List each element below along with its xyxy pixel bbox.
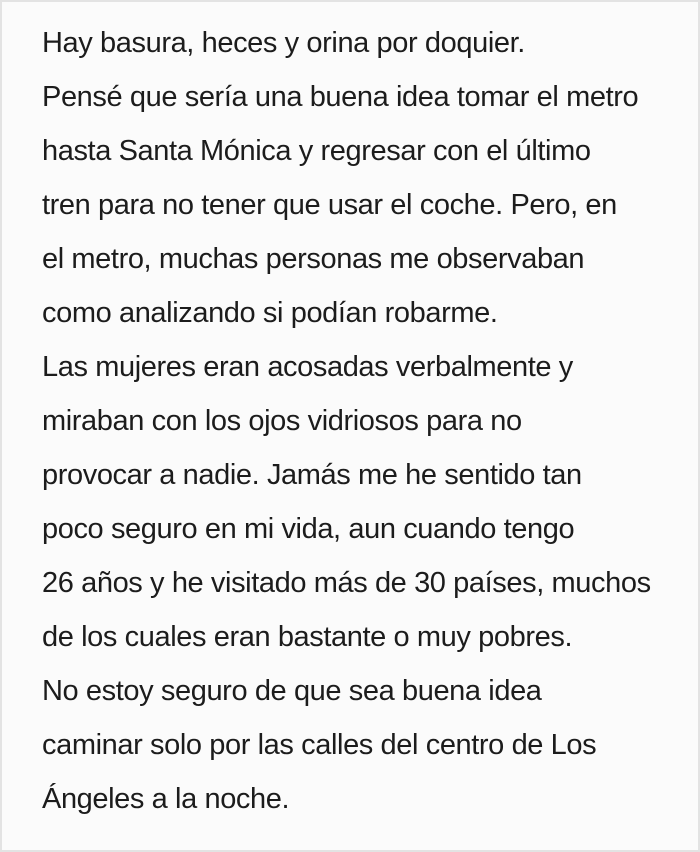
text-line: hasta Santa Mónica y regresar con el último [42, 135, 591, 167]
text-line: poco seguro en mi vida, aun cuando tengo [42, 513, 575, 545]
text-line: Pensé que sería una buena idea tomar el metro [42, 81, 639, 113]
text-line: Las mujeres eran acosadas verbalmente y [42, 351, 573, 383]
text-line: caminar solo por las calles del centro de Los [42, 729, 597, 761]
text-line: miraban con los ojos vidriosos para no [42, 405, 522, 437]
article-text-block [42, 16, 668, 826]
text-line: Hay basura, heces y orina por doquier. [42, 27, 525, 59]
text-line: tren para no tener que usar el coche. Pero, en [42, 189, 617, 221]
text-line: provocar a nadie. Jamás me he sentido tan [42, 459, 582, 491]
text-line: No estoy seguro de que sea buena idea [42, 675, 542, 707]
text-line: el metro, muchas personas me observaban [42, 243, 585, 275]
text-line: como analizando si podían robarme. [42, 297, 498, 329]
text-line: de los cuales eran bastante o muy pobres. [42, 621, 573, 653]
text-line: 26 años y he visitado más de 30 países, muchos [42, 567, 651, 599]
text-line: Ángeles a la noche. [42, 783, 290, 815]
